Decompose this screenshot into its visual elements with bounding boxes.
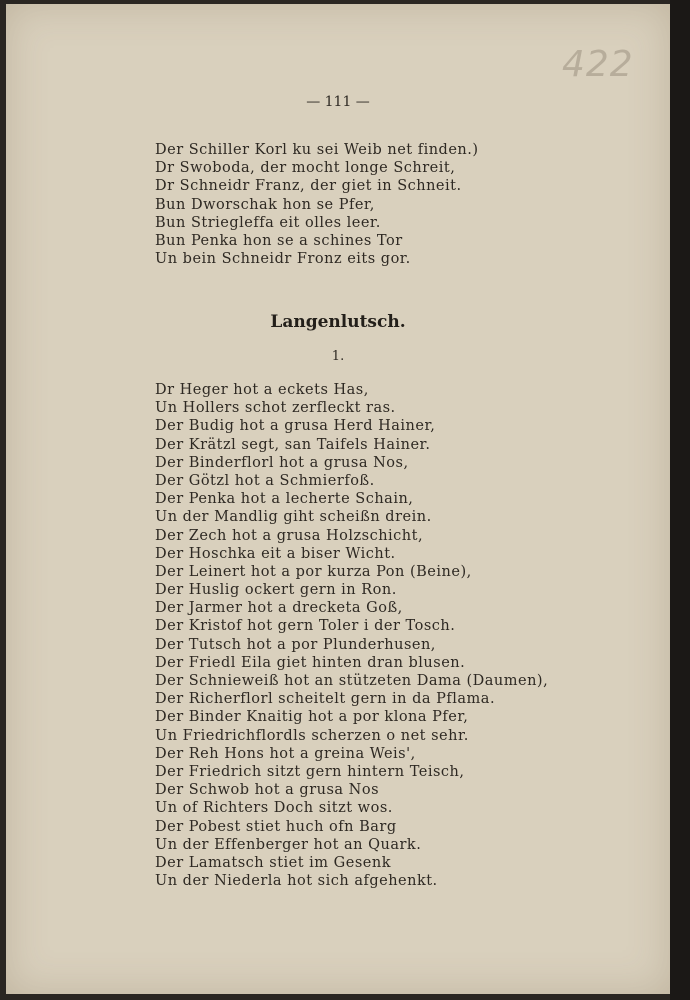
verse-line: Der Budig hot a grusa Herd Hainer, — [155, 418, 436, 435]
verse-line: Un der Effenberger hot an Quark. — [155, 836, 422, 853]
verse-line: Der Hoschka eit a biser Wicht. — [155, 545, 396, 562]
verse-line: Der Kristof hot gern Toler i der Tosch. — [155, 618, 456, 635]
verse-line: Un der Niederla hot sich afgehenkt. — [155, 873, 438, 890]
verse-block-top — [155, 141, 479, 268]
verse-line: Un of Richters Doch sitzt wos. — [155, 800, 393, 817]
verse-line: Bun Penka hon se a schines Tor — [155, 232, 403, 249]
page-edge-shadow — [670, 0, 690, 1000]
verse-line: Der Richerflorl scheitelt gern in da Pflama. — [155, 691, 496, 708]
verse-line: Un Hollers schot zerfleckt ras. — [155, 400, 396, 417]
verse-line: Der Lamatsch stiet im Gesenk — [155, 854, 391, 871]
verse-line: Der Penka hot a lecherte Schain, — [155, 491, 414, 508]
verse-line: Un bein Schneidr Fronz eits gor. — [155, 251, 411, 268]
verse-line: Dr Swoboda, der mocht longe Schreit, — [155, 160, 456, 177]
verse-line: Der Schiller Korl ku sei Weib net finden.) — [155, 142, 479, 158]
verse-line: Der Zech hot a grusa Holzschicht, — [155, 527, 424, 544]
verse-line: Bun Dworschak hon se Pfer, — [155, 196, 375, 213]
verse-line: Der Friedl Eila giet hinten dran blusen. — [155, 654, 466, 671]
verse-line: Der Schwob hot a grusa Nos — [155, 782, 380, 799]
verse-line: Der Friedrich sitzt gern hintern Teisch, — [155, 763, 465, 780]
stanza-number: 1. — [331, 349, 345, 364]
section-heading: Langenlutsch. — [270, 312, 406, 332]
verse-line: Un der Mandlig giht scheißn drein. — [155, 509, 432, 526]
verse-line: Der Huslig ockert gern in Ron. — [155, 582, 397, 599]
verse-line: Bun Striegleffa eit olles leer. — [155, 214, 381, 231]
page-number: — 111 — — [306, 94, 370, 110]
verse-line: Der Reh Hons hot a greina Weis', — [155, 745, 416, 762]
verse-line: Der Tutsch hot a por Plunderhusen, — [155, 636, 436, 653]
handwritten-page-number: 422 — [562, 44, 634, 85]
verse-line: Dr Schneidr Franz, der giet in Schneit. — [155, 178, 462, 195]
verse-block-main — [155, 381, 548, 890]
verse-line: Der Binderflorl hot a grusa Nos, — [155, 454, 409, 471]
verse-line: Der Krätzl segt, san Taifels Hainer. — [155, 436, 431, 453]
verse-line: Der Jarmer hot a drecketa Goß, — [155, 600, 403, 617]
verse-line: Der Schnieweiß hot an stützeten Dama (Daumen), — [155, 673, 549, 689]
book-page — [6, 4, 670, 994]
verse-line: Der Pobest stiet huch ofn Barg — [155, 818, 397, 835]
verse-line: Der Götzl hot a Schmierfoß. — [155, 472, 375, 489]
verse-line: Un Friedrichflordls scherzen o net sehr. — [155, 727, 469, 744]
verse-line: Der Leinert hot a por kurza Pon (Beine), — [155, 563, 472, 580]
verse-line: Dr Heger hot a eckets Has, — [155, 382, 369, 398]
verse-line: Der Binder Knaitig hot a por klona Pfer, — [155, 709, 469, 726]
